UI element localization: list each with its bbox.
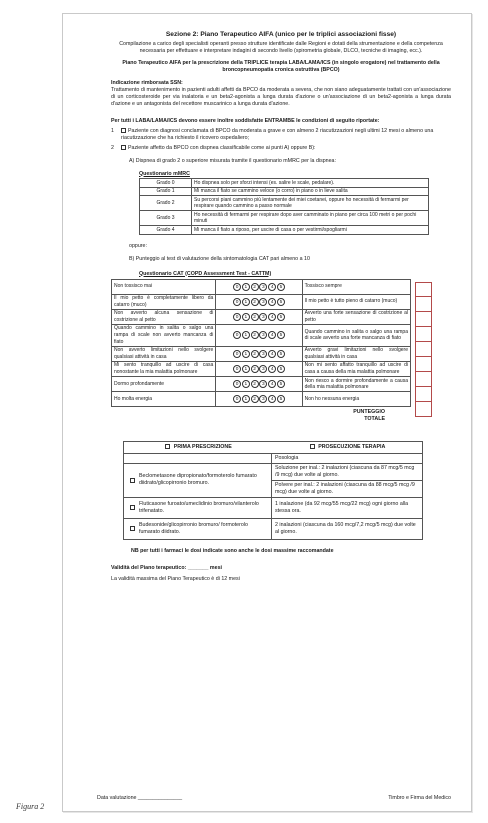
cat-row bbox=[112, 346, 411, 361]
cat-total-box[interactable] bbox=[415, 402, 432, 417]
cat-right-statement: Il mio petto è tutto pieno di catarro (muco) bbox=[302, 294, 410, 309]
cat-score-option[interactable]: 0 bbox=[233, 331, 241, 339]
prescription-header bbox=[124, 442, 422, 454]
mmrc-row bbox=[140, 211, 429, 226]
cat-score-option[interactable]: 5 bbox=[277, 350, 285, 358]
prescription-table bbox=[123, 441, 423, 540]
condition-number: 1 bbox=[111, 127, 114, 134]
mmrc-description: Su percorsi piani cammino più lentamente dei miei coetanei, oppure ho necessità di fermarmi per respirare quando cammino a passo normale bbox=[192, 196, 429, 211]
first-prescription-checkbox[interactable] bbox=[165, 444, 170, 449]
cat-score-box[interactable] bbox=[415, 372, 432, 387]
mmrc-description: Ho dispnea solo per sforzi intensi (es. salire le scale, pedalare). bbox=[192, 179, 429, 187]
date-field[interactable]: Data valutazione _______________ bbox=[97, 795, 183, 801]
cat-row bbox=[112, 361, 411, 376]
condition-text: Paziente con diagnosi conclamata di BPCO da moderata a grave e con almeno 2 riacutizzazioni negli ultimi 12 mesi o almeno una riacutizzazione che ha richiesto il ricovero ospedaliero; bbox=[121, 127, 434, 141]
cat-row bbox=[112, 392, 411, 407]
cat-score-option[interactable]: 4 bbox=[268, 298, 276, 306]
section-title: Sezione 2: Piano Terapeutico AIFA (unico per le triplici associazioni fisse) bbox=[165, 31, 397, 38]
cat-score-option[interactable]: 2 bbox=[251, 380, 259, 388]
cat-score-box[interactable] bbox=[415, 282, 432, 297]
mmrc-grade: Grado 2 bbox=[140, 196, 192, 211]
drug-row bbox=[124, 519, 422, 539]
cat-score-option[interactable]: 2 bbox=[251, 350, 259, 358]
first-prescription-label: PRIMA PRESCRIZIONE bbox=[173, 443, 232, 450]
mmrc-row bbox=[140, 226, 429, 234]
cat-table bbox=[111, 279, 411, 408]
cat-left-statement: Non tossisco mai bbox=[112, 279, 216, 294]
score-column bbox=[415, 282, 432, 417]
condition-2 bbox=[111, 145, 451, 152]
conditions-intro: Per tutti i LABA/LAMA/ICS devono essere inoltre soddisfatte ENTRAMBE le condizioni di seguito riportate: bbox=[111, 117, 380, 124]
cat-score-option[interactable]: 5 bbox=[277, 331, 285, 339]
cat-score-option[interactable]: 1 bbox=[242, 365, 250, 373]
followup-checkbox[interactable] bbox=[310, 444, 315, 449]
drug-2-checkbox[interactable] bbox=[130, 505, 135, 510]
cat-score-option[interactable]: 2 bbox=[251, 283, 259, 291]
cat-score-option[interactable]: 5 bbox=[277, 395, 285, 403]
cat-scale bbox=[216, 361, 302, 376]
total-label: TOTALE bbox=[364, 416, 385, 423]
cat-score-option[interactable]: 1 bbox=[242, 395, 250, 403]
posologia-label: Posologia bbox=[275, 454, 299, 461]
cat-score-option[interactable]: 2 bbox=[251, 298, 259, 306]
cat-score-option[interactable]: 4 bbox=[268, 365, 276, 373]
cat-right-statement: Non mi sento affatto tranquillo ad uscire di casa a causa della mia malattia polmonare bbox=[302, 361, 410, 376]
cat-left-statement: Non avverto limitazioni nello svolgere qualsiasi attività in casa bbox=[112, 346, 216, 361]
mmrc-grade: Grado 1 bbox=[140, 187, 192, 195]
drug-3-checkbox[interactable] bbox=[130, 526, 135, 531]
cat-scale bbox=[216, 309, 302, 324]
cat-score-option[interactable]: 5 bbox=[277, 313, 285, 321]
cat-score-option[interactable]: 3 bbox=[259, 365, 267, 373]
cat-left-statement: Dormo profondamente bbox=[112, 377, 216, 392]
cat-score-option[interactable]: 4 bbox=[268, 395, 276, 403]
cat-score-box[interactable] bbox=[415, 312, 432, 327]
drug-name: Fluticasone furoato/umeclidinio bromuro/vilanterolo trifenatato. bbox=[139, 500, 259, 514]
aifa-form-page bbox=[62, 13, 472, 812]
drug-dose: Polvere per inal.: 2 inalazioni (ciascuna da 88 mcg/5 mcg /9 mcg) due volte al giorno. bbox=[275, 481, 415, 495]
cat-score-option[interactable]: 1 bbox=[242, 380, 250, 388]
condition-text: Paziente affetto da BPCO con dispnea classificabile come ai punti A) oppure B): bbox=[128, 144, 316, 151]
cat-score-option[interactable]: 4 bbox=[268, 350, 276, 358]
drug-1-checkbox[interactable] bbox=[130, 478, 135, 483]
drug-name: Beclometasone dipropionato/formoterolo fumarato diidrato/glicopirronio bromuro. bbox=[139, 473, 257, 487]
oppure-label: oppure: bbox=[129, 242, 147, 249]
cat-score-option[interactable]: 5 bbox=[277, 365, 285, 373]
cat-right-statement: Tossisco sempre bbox=[302, 279, 410, 294]
drug-dose: 1 inalazione (da 92 mcg/55 mcg/22 mcg) ogni giorno alla stessa ora. bbox=[275, 500, 409, 514]
condition-2-checkbox[interactable] bbox=[121, 145, 126, 150]
mmrc-row bbox=[140, 179, 429, 187]
cat-left-statement: Ho molta energia bbox=[112, 392, 216, 407]
plan-title: Piano Terapeutico AIFA per la prescrizione della TRIPLICE terapia LABA/LAMA/ICS (in singolo erogatore) nel trattamento della broncopneumopatia cronica ostruttiva (BPCO) bbox=[122, 59, 440, 73]
cat-score-option[interactable]: 5 bbox=[277, 380, 285, 388]
cat-scale bbox=[216, 377, 302, 392]
followup-label: PROSECUZIONE TERAPIA bbox=[318, 443, 386, 450]
cat-left-statement: Il mio petto è completamente libero da catarro (muco) bbox=[112, 294, 216, 309]
cat-score-option[interactable]: 0 bbox=[233, 298, 241, 306]
posologia-row bbox=[124, 454, 422, 464]
cat-title: Questionario CAT (COPD Assessment Test - CATTM) bbox=[139, 270, 272, 277]
cat-score-option[interactable]: 1 bbox=[242, 331, 250, 339]
drug-dose: 2 inalazioni (ciascuna da 160 mcg/7,2 mcg/5 mcg) due volte al giorno. bbox=[275, 521, 416, 535]
score-label: PUNTEGGIO bbox=[353, 409, 385, 416]
cat-score-option[interactable]: 0 bbox=[233, 283, 241, 291]
cat-score-option[interactable]: 4 bbox=[268, 331, 276, 339]
footer bbox=[97, 795, 451, 802]
cat-score-option[interactable]: 1 bbox=[242, 298, 250, 306]
cat-scale bbox=[216, 346, 302, 361]
cat-left-statement: Non avverto alcuna sensazione di costrizione al petto bbox=[112, 309, 216, 324]
condition-1-checkbox[interactable] bbox=[121, 128, 126, 133]
cat-right-statement: Avverto gravi limitazioni nello svolgere qualsiasi attività in casa bbox=[302, 346, 410, 361]
cat-score-box[interactable] bbox=[415, 387, 432, 402]
cat-score-option[interactable]: 3 bbox=[259, 395, 267, 403]
cat-left-statement: Mi sento tranquillo ad uscire di casa nonostante la mia malattia polmonare bbox=[112, 361, 216, 376]
cat-score-option[interactable]: 4 bbox=[268, 283, 276, 291]
cat-score-box[interactable] bbox=[415, 342, 432, 357]
cat-score-option[interactable]: 3 bbox=[259, 283, 267, 291]
cat-score-option[interactable]: 1 bbox=[242, 283, 250, 291]
mmrc-grade: Grado 3 bbox=[140, 211, 192, 226]
mmrc-description: Ho necessità di fermarmi per respirare dopo aver camminato in piano per circa 100 metri o per pochi minuti bbox=[192, 211, 429, 226]
cat-score-option[interactable]: 3 bbox=[259, 350, 267, 358]
mmrc-row bbox=[140, 187, 429, 195]
cat-score-option[interactable]: 0 bbox=[233, 313, 241, 321]
cat-score-option[interactable]: 3 bbox=[259, 331, 267, 339]
cat-score-option[interactable]: 1 bbox=[242, 350, 250, 358]
cat-score-option[interactable]: 4 bbox=[268, 380, 276, 388]
validity-field[interactable]: Validità del Piano terapeutico: _______ mesi bbox=[111, 564, 222, 571]
cat-right-statement: Non riesco a dormire profondamente a causa della mia malattia polmonare bbox=[302, 377, 410, 392]
cat-score-option[interactable]: 3 bbox=[259, 298, 267, 306]
condition-1 bbox=[111, 128, 451, 142]
cat-row bbox=[112, 279, 411, 294]
cat-score-option[interactable]: 2 bbox=[251, 365, 259, 373]
cat-score-box[interactable] bbox=[415, 327, 432, 342]
drug-row bbox=[124, 464, 422, 498]
mmrc-description: Mi manca il fiato a riposo, per uscire di casa o per vestirmi/spogliarmi bbox=[192, 226, 429, 234]
cat-score-option[interactable]: 2 bbox=[251, 395, 259, 403]
condition-number: 2 bbox=[111, 144, 114, 151]
cat-score-option[interactable]: 0 bbox=[233, 380, 241, 388]
cat-section bbox=[111, 271, 451, 423]
cat-score-option[interactable]: 0 bbox=[233, 350, 241, 358]
cat-score-option[interactable]: 5 bbox=[277, 283, 285, 291]
nb-note: NB per tutti i farmaci le dosi indicate sono anche le dosi massime raccomandate bbox=[131, 547, 334, 554]
cat-score-option[interactable]: 5 bbox=[277, 298, 285, 306]
mmrc-description: Mi manca il fiato se cammino veloce (o corro) in piano o in lieve salita bbox=[192, 187, 429, 195]
cat-scale bbox=[216, 294, 302, 309]
cat-score-option[interactable]: 4 bbox=[268, 313, 276, 321]
signature-label: Timbro e Firma del Medico bbox=[388, 795, 451, 801]
point-b: B) Punteggio al test di valutazione della sintomatologia CAT pari almeno a 10 bbox=[129, 255, 310, 262]
drug-row bbox=[124, 498, 422, 519]
cat-row bbox=[112, 377, 411, 392]
cat-score-option[interactable]: 0 bbox=[233, 365, 241, 373]
cat-scale bbox=[216, 279, 302, 294]
cat-right-statement: Quando cammino in salita o salgo una rampa di scale avverto una forte mancanza di fiato bbox=[302, 324, 410, 346]
cat-row bbox=[112, 309, 411, 324]
mmrc-grade: Grado 0 bbox=[140, 179, 192, 187]
score-total bbox=[111, 409, 385, 423]
mmrc-title: Questionario mMRC bbox=[139, 170, 190, 177]
cat-score-option[interactable]: 2 bbox=[251, 313, 259, 321]
cat-score-option[interactable]: 3 bbox=[259, 313, 267, 321]
mmrc-grade: Grado 4 bbox=[140, 226, 192, 234]
ssn-heading: Indicazione rimborsata SSN: bbox=[111, 79, 183, 86]
mmrc-row bbox=[140, 196, 429, 211]
cat-row bbox=[112, 294, 411, 309]
cat-scale bbox=[216, 324, 302, 346]
cat-score-option[interactable]: 0 bbox=[233, 395, 241, 403]
figure-label: Figura 2 bbox=[16, 802, 45, 811]
drug-dose: Soluzione per inal.: 2 inalazioni (ciascuna da 87 mcg/5 mcg /9 mcg) due volte al giorno. bbox=[272, 464, 422, 481]
point-a: A) Dispnea di grado 2 o superiore misurata tramite il questionario mMRC per la dispnea: bbox=[129, 157, 336, 164]
drug-name: Budesonide/glicopirronio bromuro/ formoterolo fumarato diidrato. bbox=[139, 521, 248, 535]
section-intro: Compilazione a carico degli specialisti operanti presso strutture identificate dalle Regioni e dotati della strumentazione e della competenza necessaria per effettuare e interpretare indagini di secondo livello (spirometria globale, DLCO, tecniche di imaging, ecc.). bbox=[119, 40, 443, 54]
cat-left-statement: Quando cammino in salita o salgo una rampa di scale non avverto mancanza di fiato bbox=[112, 324, 216, 346]
cat-score-option[interactable]: 3 bbox=[259, 380, 267, 388]
cat-right-statement: Non ho nessuna energia bbox=[302, 392, 410, 407]
cat-score-box[interactable] bbox=[415, 357, 432, 372]
cat-score-option[interactable]: 2 bbox=[251, 331, 259, 339]
validity-note: La validità massima del Piano Terapeutico è di 12 mesi bbox=[111, 575, 240, 582]
ssn-text: Trattamento di mantenimento in pazienti adulti affetti da BPCO da moderata a severa, che non siano adeguatamente trattati con un'associazione di un corticosteroide per via inalatoria e un beta2-agonista a lunga durata d'azione o un'associazione di un beta2-agonista a lunga durata d'azione e un antagonista del recettore muscarinico a lunga durata d'azione. bbox=[111, 86, 451, 107]
cat-score-box[interactable] bbox=[415, 297, 432, 312]
cat-right-statement: Avverto una forte sensazione di costrizione al petto bbox=[302, 309, 410, 324]
cat-scale bbox=[216, 392, 302, 407]
cat-score-option[interactable]: 1 bbox=[242, 313, 250, 321]
mmrc-table bbox=[139, 178, 429, 234]
cat-row bbox=[112, 324, 411, 346]
